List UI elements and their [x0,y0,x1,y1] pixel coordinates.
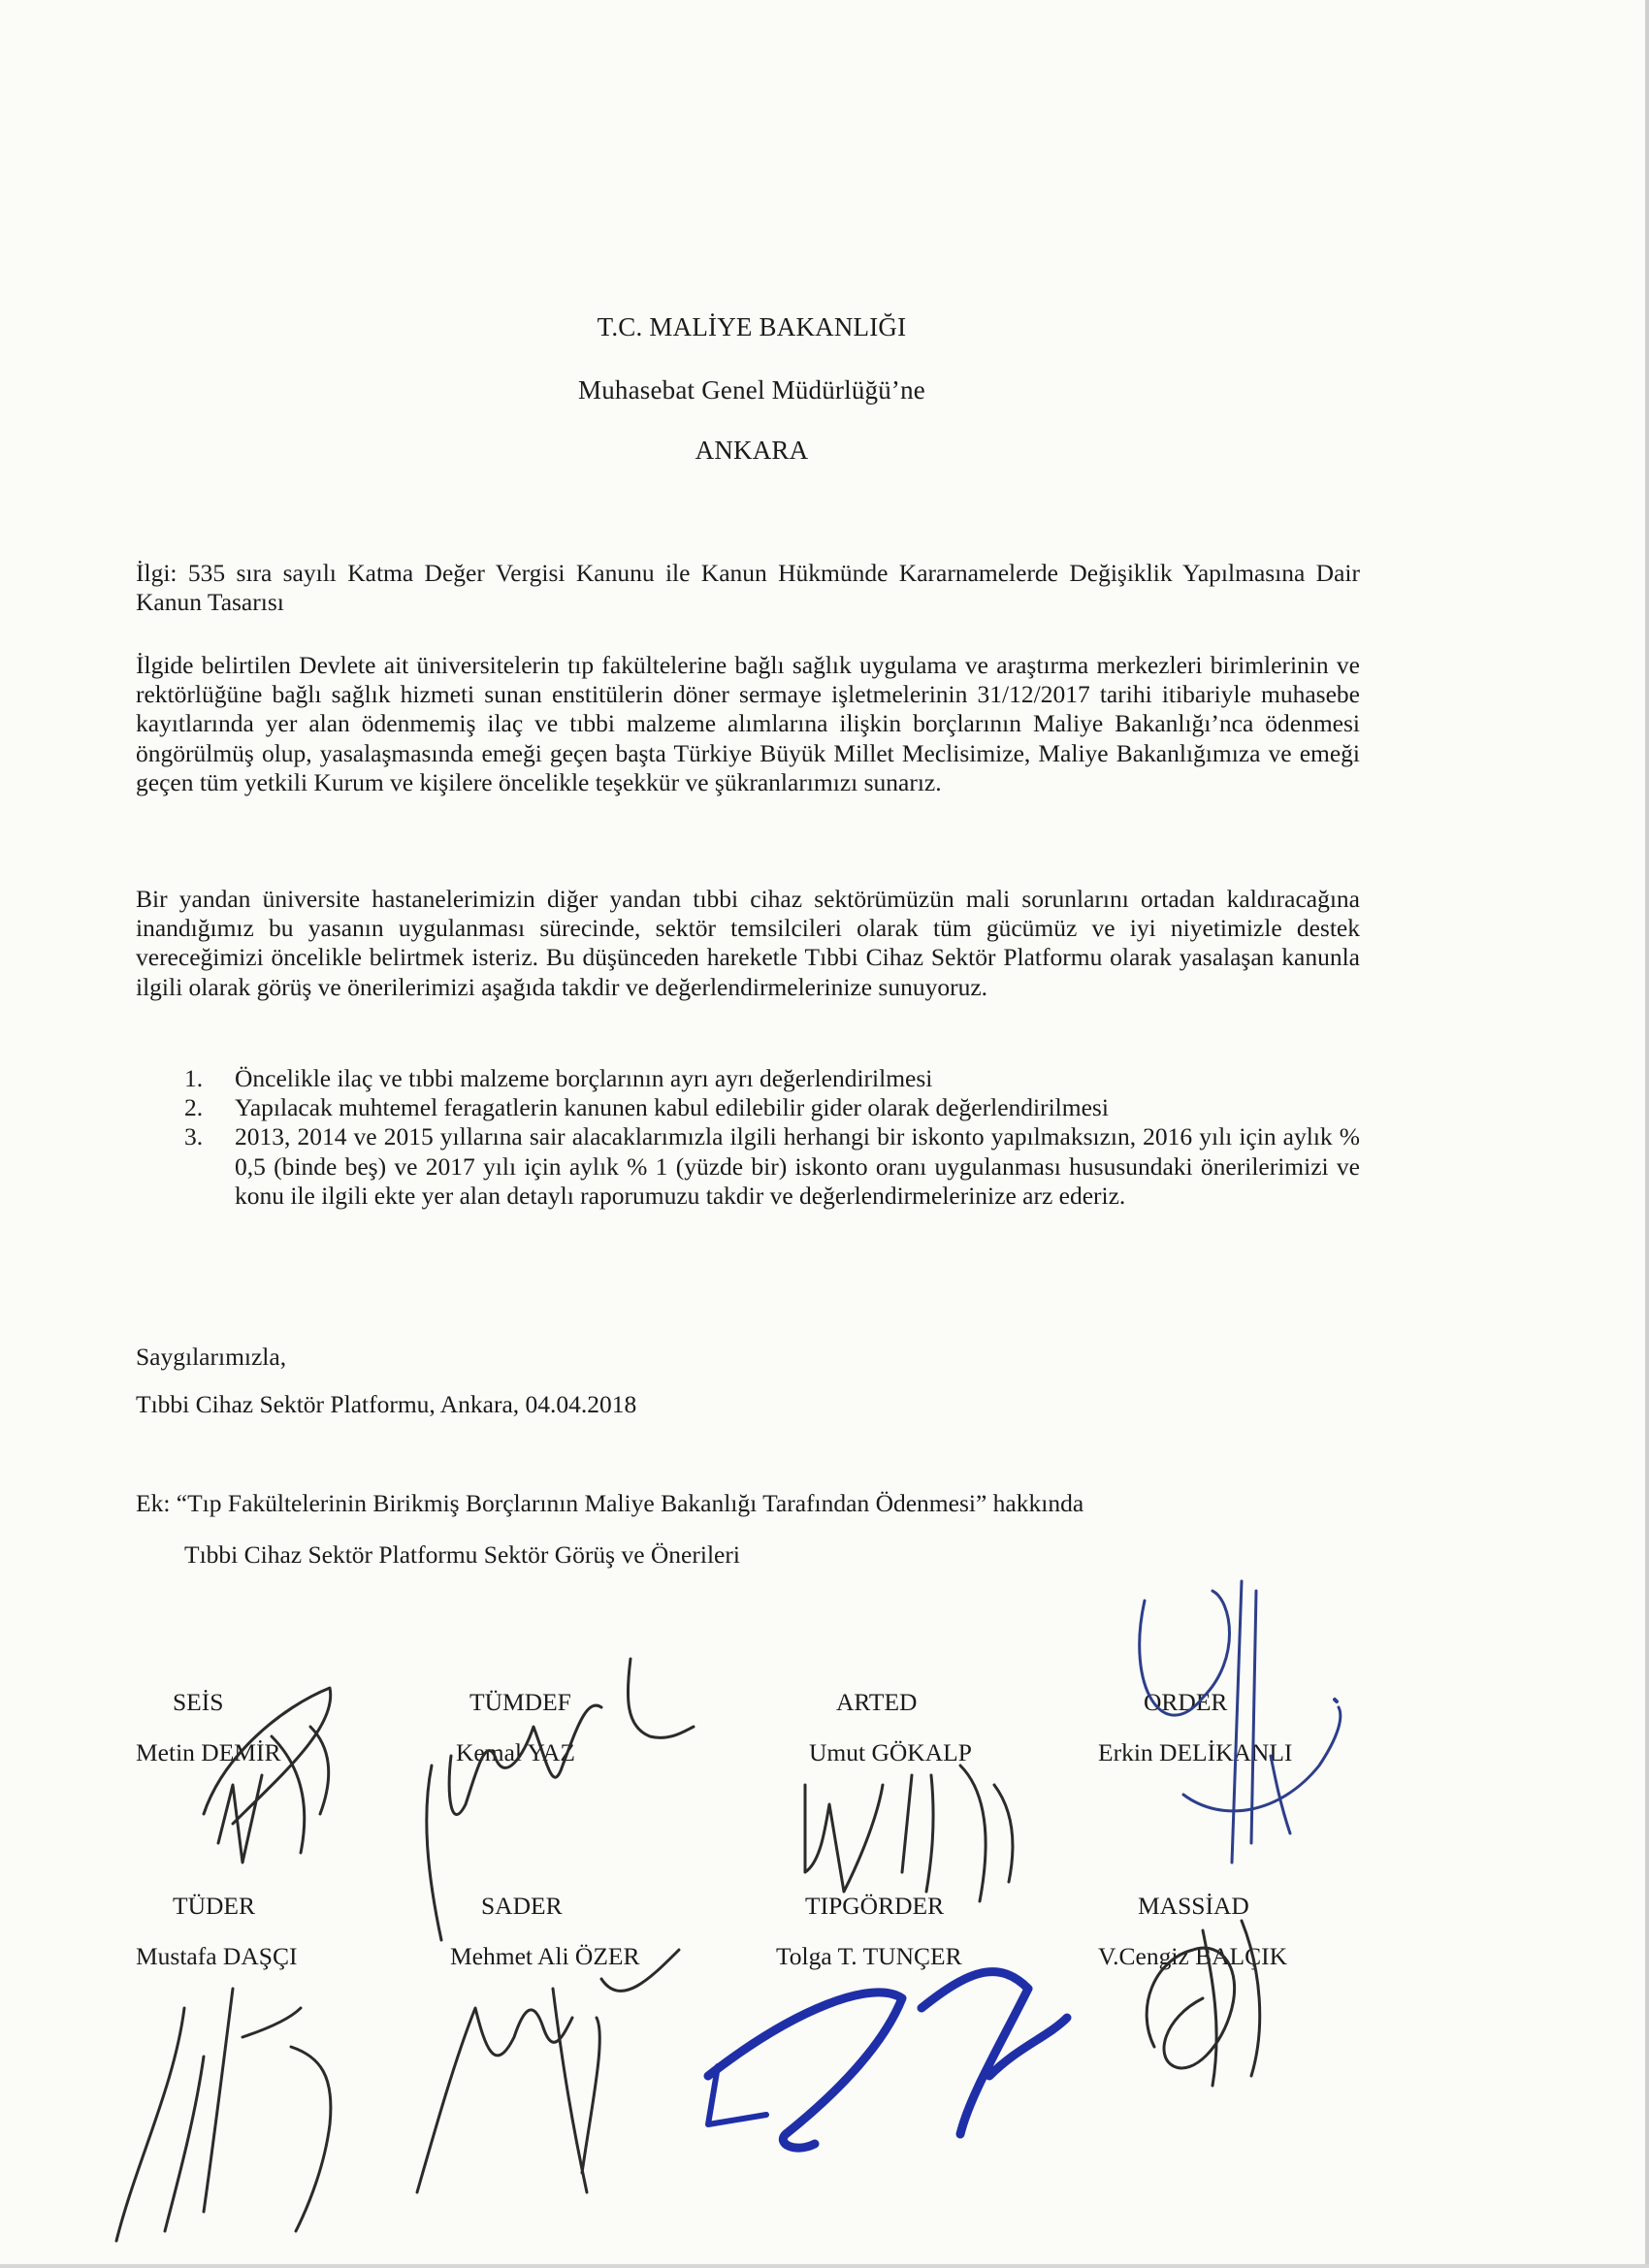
list-item-text: 2013, 2014 ve 2015 yıllarına sair alacaklarımızla ilgili herhangi bir iskonto yapılmaksızın, 2016 yılı için aylık % 0,5 (binde beş) ve 2017 yılı için aylık % 1 (yüzde bir) iskonto oranı uygulanması hususundaki önerilerimizi ve konu ile ilgili ekte yer alan detaylı raporumuzu takdir ve değerlendirmelerinize arz ederiz. [235,1122,1360,1210]
list-item-number: 2. [184,1093,204,1122]
signatory-name: Mustafa DAŞÇI [136,1942,298,1970]
list-item-text: Öncelikle ilaç ve tıbbi malzeme borçlarının ayrı ayrı değerlendirilmesi [235,1064,933,1092]
signatory-org: TÜDER [173,1892,255,1920]
attachment-title: Tıbbi Cihaz Sektör Platformu Sektör Görüş ve Önerileri [184,1540,740,1569]
signatory-org: TIPGÖRDER [805,1892,945,1920]
signatory-org: MASSİAD [1138,1892,1249,1920]
list-item-number: 1. [184,1064,204,1092]
list-item [175,1093,1360,1122]
scan-edge-right [1645,0,1649,2268]
signatory-org: TÜMDEF [469,1688,571,1716]
signatory-name: Tolga T. TUNÇER [776,1942,962,1970]
signature-tipgorder [679,1930,1086,2163]
list-item-number: 3. [184,1122,204,1151]
paragraph-1: İlgide belirtilen Devlete ait üniversitelerin tıp fakültelerine bağlı sağlık uygulama ve araştırma merkezleri birimlerinin ve rektörlüğüne bağlı sağlık hizmeti sunan enstitülerin döner sermaye işletmelerinin 31/12/2017 tarihi itibariyle muhasebe kayıtlarında yer alan ödenmemiş ilaç ve tıbbi malzeme alımlarına ilişkin borçlarının Maliye Bakanlığı’nca ödenmesi öngörülmüş olup, yasalaşmasında emeği geçen başta Türkiye Büyük Millet Meclisimize, Maliye Bakanlığımıza ve emeği geçen tüm yetkili Kurum ve kişilere öncelikle teşekkür ve şükranlarımızı sunarız. [136,651,1360,796]
subject-reference: İlgi: 535 sıra sayılı Katma Değer Vergisi Kanunu ile Kanun Hükmünde Kararnamelerde Değişiklik Yapılmasına Dair Kanun Tasarısı [136,559,1360,617]
recipient-directorate: Muhasebat Genel Müdürlüğü’ne [577,375,925,405]
signatory-name: Mehmet Ali ÖZER [450,1942,640,1970]
list-item [175,1064,1360,1093]
proposal-list [175,1064,1360,1211]
signatory-org: SADER [481,1892,563,1920]
signature-arted [786,1746,1038,1911]
signature-tuder [97,1969,369,2251]
sender-line: Tıbbi Cihaz Sektör Platformu, Ankara, 04.04.2018 [136,1390,637,1418]
recipient-city: ANKARA [695,436,809,465]
signatory-name: Umut GÖKALP [809,1738,972,1766]
list-item [175,1122,1360,1211]
list-item-text: Yapılacak muhtemel feragatlerin kanunen kabul edilebilir gider olarak değerlendirilmesi [235,1093,1109,1122]
signatory-name: Metin DEMİR [136,1738,281,1766]
signatory-name: V.Cengiz BALÇIK [1098,1942,1288,1970]
signature-massiad [1116,1892,1300,2105]
attachment-line: Ek: “Tıp Fakültelerinin Birikmiş Borçlarının Maliye Bakanlığı Tarafından Ödenmesi” hakkında [136,1489,1084,1517]
scan-edge-bottom [0,2264,1649,2268]
signatory-org: SEİS [173,1688,224,1716]
signature-tumdef [407,1649,698,1960]
signatory-org: ARTED [836,1688,918,1716]
signature-sader [378,1930,698,2221]
recipient-ministry: T.C. MALİYE BAKANLIĞI [597,312,907,341]
paragraph-2: Bir yandan üniversite hastanelerimizin diğer yandan tıbbi cihaz sektörümüzün mali sorunlarını ortadan kaldıracağına inandığımız bu yasanın uygulanması sürecinde, sektör temsilcileri olarak tüm gücümüz ve iyi niyetimizle destek vereceğimizi öncelikle belirtmek isteriz. Bu düşünceden hareketle Tıbbi Cihaz Sektör Platformu olarak yasalaşan kanunla ilgili olarak görüş ve önerilerimizi aşağıda takdir ve değerlendirmelerinize sunuyoruz. [136,885,1360,1001]
signatory-name: Kemal YAZ [456,1738,575,1766]
signature-seis [165,1669,388,1901]
closing-salutation: Saygılarımızla, [136,1343,287,1371]
signature-order [1106,1571,1348,1872]
signatory-org: ORDER [1144,1688,1228,1716]
signatory-name: Erkin DELİKANLI [1098,1738,1293,1766]
